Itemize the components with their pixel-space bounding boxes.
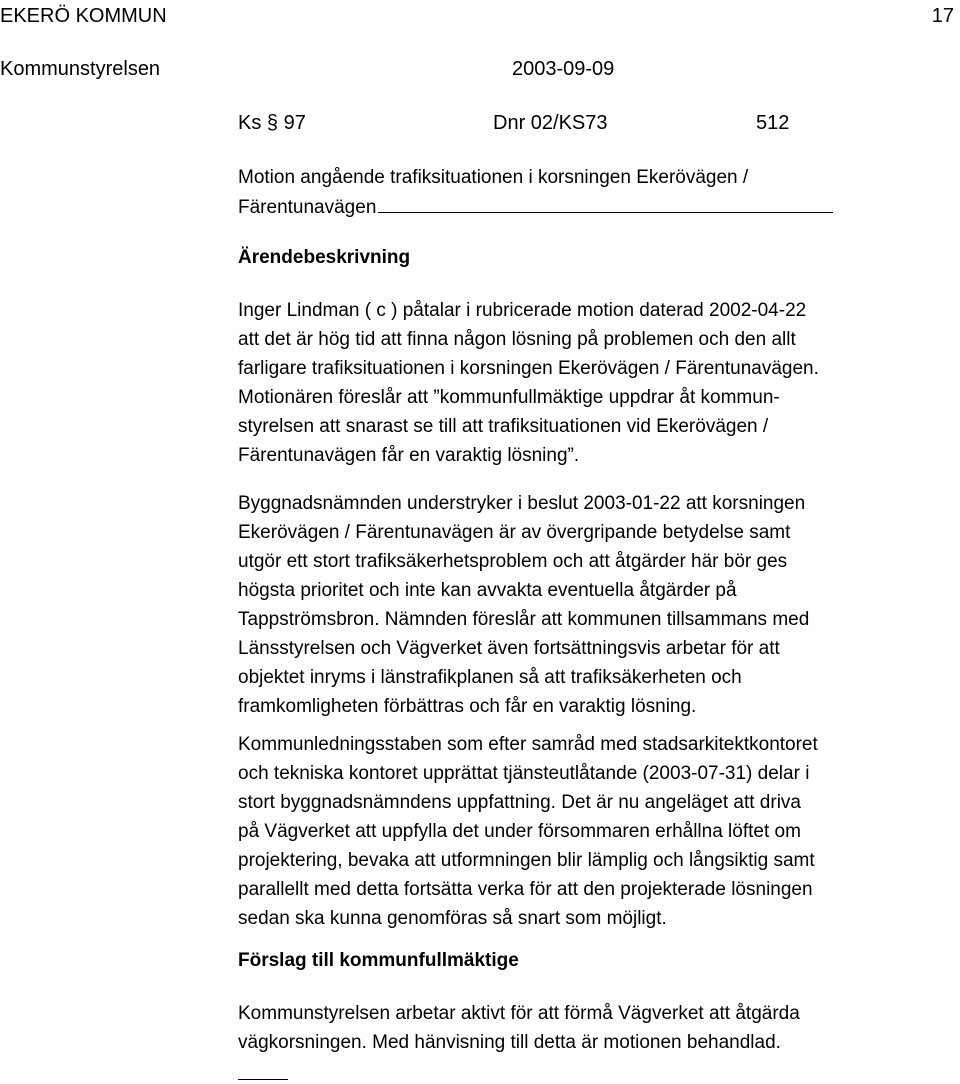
paragraph-line: framkomligheten förbättras och får en varaktig lösning. xyxy=(238,696,697,717)
paragraph-line: Kommunledningsstaben som efter samråd med stadsarkitektkontoret xyxy=(238,734,818,755)
title-line-1: Motion angående trafiksituationen i korsningen Ekerövägen / xyxy=(238,167,749,188)
title-line-2: Färentunavägen xyxy=(238,197,377,218)
paragraph-line: utgör ett stort trafiksäkerhetsproblem och att åtgärder här bör ges xyxy=(238,551,788,572)
organization-name: EKERÖ KOMMUN xyxy=(0,5,167,27)
paragraph-line: sedan ska kunna genomföras så snart som möjligt. xyxy=(238,908,667,929)
document-title xyxy=(238,163,960,222)
case-paragraph-number: Ks § 97 xyxy=(238,112,306,134)
paragraph-proposal xyxy=(238,999,960,1057)
paragraph-line: farligare trafiksituationen i korsningen Ekerövägen / Färentunavägen. xyxy=(238,358,819,379)
paragraph-line: styrelsen att snarast se till att trafiksituationen vid Ekerövägen / xyxy=(238,416,769,437)
paragraph-line: och tekniska kontoret upprättat tjänsteutlåtande (2003-07-31) delar i xyxy=(238,763,810,784)
paragraph-line: vägkorsningen. Med hänvisning till detta är motionen behandlad. xyxy=(238,1032,781,1053)
section-heading-proposal: Förslag till kommunfullmäktige xyxy=(238,950,519,971)
page-number: 17 xyxy=(931,5,954,27)
section-heading-description: Ärendebeskrivning xyxy=(238,247,411,268)
paragraph-line: Färentunavägen får en varaktig lösning”. xyxy=(238,445,580,466)
paragraph-line: Länsstyrelsen och Vägverket även fortsättningsvis arbetar för att xyxy=(238,638,780,659)
end-rule xyxy=(238,1079,288,1080)
paragraph-line: Motionären föreslår att ”kommunfullmäktige uppdrar åt kommun- xyxy=(238,387,780,408)
paragraph-line: Inger Lindman ( c ) påtalar i rubricerade motion daterad 2002-04-22 xyxy=(238,300,807,321)
committee-name: Kommunstyrelsen xyxy=(0,58,161,80)
paragraph-line: Kommunstyrelsen arbetar aktivt för att förmå Vägverket att åtgärda xyxy=(238,1003,800,1024)
paragraph-line: att det är hög tid att finna någon lösning på problemen och den allt xyxy=(238,329,796,350)
case-registration-number: Dnr 02/KS73 xyxy=(493,112,608,134)
case-code: 512 xyxy=(756,112,790,134)
paragraph-line: högsta prioritet och inte kan avvakta eventuella åtgärder på xyxy=(238,580,737,601)
paragraph-motion xyxy=(238,296,960,470)
meeting-date: 2003-09-09 xyxy=(512,58,615,80)
paragraph-line: på Vägverket att uppfylla det under försommaren erhållna löftet om xyxy=(238,821,801,842)
paragraph-line: objektet inryms i länstrafikplanen så att trafiksäkerheten och xyxy=(238,667,742,688)
paragraph-line: Ekerövägen / Färentunavägen är av övergripande betydelse samt xyxy=(238,522,791,543)
paragraph-building-committee xyxy=(238,489,960,721)
title-underline xyxy=(378,192,833,213)
paragraph-line: Byggnadsnämnden understryker i beslut 2003-01-22 att korsningen xyxy=(238,493,806,514)
paragraph-line: projektering, bevaka att utformningen blir lämplig och långsiktig samt xyxy=(238,850,815,871)
paragraph-management-staff xyxy=(238,730,960,933)
paragraph-line: Tappströmsbron. Nämnden föreslår att kommunen tillsammans med xyxy=(238,609,810,630)
paragraph-line: stort byggnadsnämndens uppfattning. Det är nu angeläget att driva xyxy=(238,792,801,813)
paragraph-line: parallellt med detta fortsätta verka för att den projekterade lösningen xyxy=(238,879,813,900)
